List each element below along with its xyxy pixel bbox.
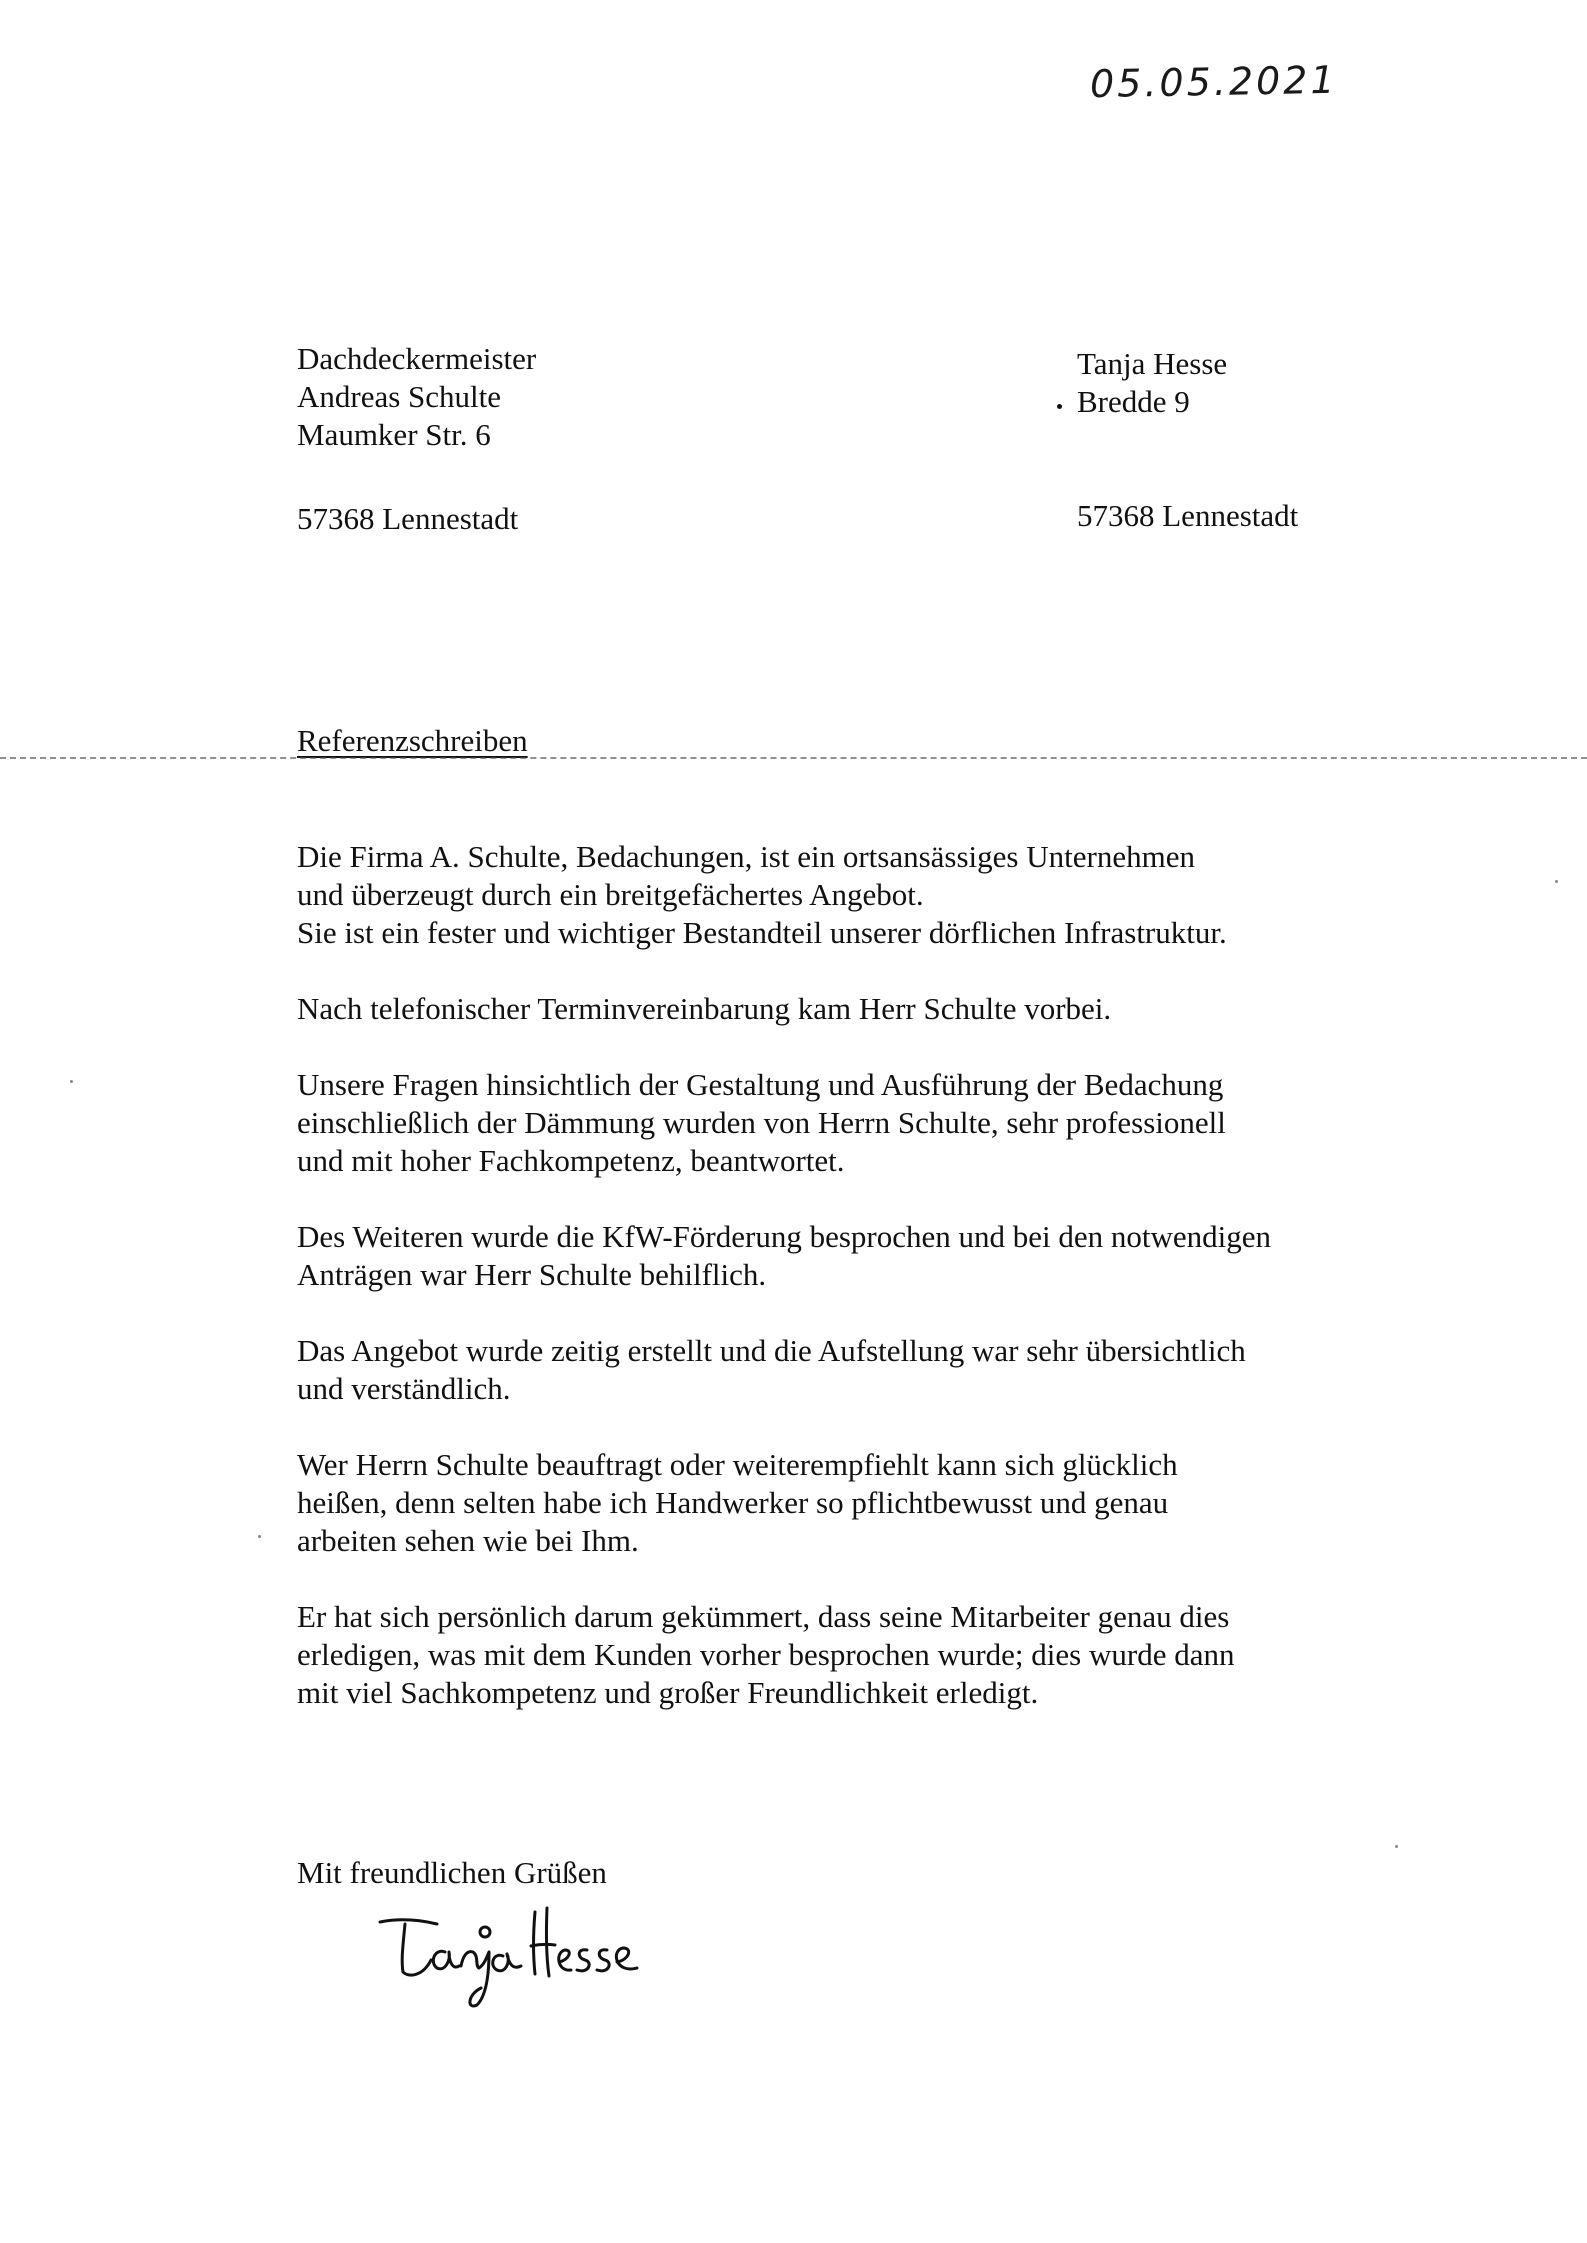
sender-address: [297, 340, 536, 538]
sender-street: Maumker Str. 6: [297, 417, 491, 452]
stray-dot: [1057, 404, 1062, 409]
scan-speck: [258, 1535, 261, 1538]
recipient-address: [1077, 345, 1298, 535]
paragraph: Er hat sich persönlich darum gekümmert, dass seine Mitarbeiter genau dies erledigen, was mit dem Kunden vorher besprochen wurde; dies wurde dann mit viel Sachkompetenz und großer Freundlichkeit erledigt.: [297, 1599, 1235, 1710]
separator-rule: [0, 757, 1587, 759]
handwritten-signature: [375, 1900, 675, 2020]
sender-name: Andreas Schulte: [297, 379, 502, 414]
letter-body: [297, 838, 1377, 1750]
subject-line: Referenzschreiben: [297, 723, 528, 758]
paragraph: Unsere Fragen hinsichtlich der Gestaltung und Ausführung der Bedachung einschließlich der Dämmung wurden von Herrn Schulte, sehr professionell und mit hoher Fachkompetenz, beantwortet.: [297, 1067, 1226, 1178]
scan-speck: [1395, 1845, 1398, 1848]
sender-title: Dachdeckermeister: [297, 341, 537, 376]
sender-city: 57368 Lennestadt: [297, 501, 519, 536]
closing-salutation: Mit freundlichen Grüßen: [297, 1855, 607, 1890]
paragraph: Des Weiteren wurde die KfW-Förderung besprochen und bei den notwendigen Anträgen war Herr Schulte behilflich.: [297, 1219, 1272, 1292]
paragraph: Nach telefonischer Terminvereinbarung kam Herr Schulte vorbei.: [297, 991, 1112, 1026]
paragraph: Wer Herrn Schulte beauftragt oder weiterempfiehlt kann sich glücklich heißen, denn selten habe ich Handwerker so pflichtbewusst und genau arbeiten sehen wie bei Ihm.: [297, 1447, 1178, 1558]
paragraph: Das Angebot wurde zeitig erstellt und die Aufstellung war sehr übersichtlich und verständlich.: [297, 1333, 1246, 1406]
handwritten-date: 05.05.2021: [1089, 57, 1338, 107]
recipient-city: 57368 Lennestadt: [1077, 498, 1299, 533]
paragraph: Die Firma A. Schulte, Bedachungen, ist ein ortsansässiges Unternehmen und überzeugt durch ein breitgefächertes Angebot. Sie ist ein fester und wichtiger Bestandteil unserer dörflichen Infrastruktur.: [297, 839, 1227, 950]
scan-speck: [1555, 880, 1558, 883]
scan-speck: [70, 1080, 73, 1083]
recipient-name: Tanja Hesse: [1077, 346, 1228, 381]
recipient-street: Bredde 9: [1077, 384, 1190, 419]
